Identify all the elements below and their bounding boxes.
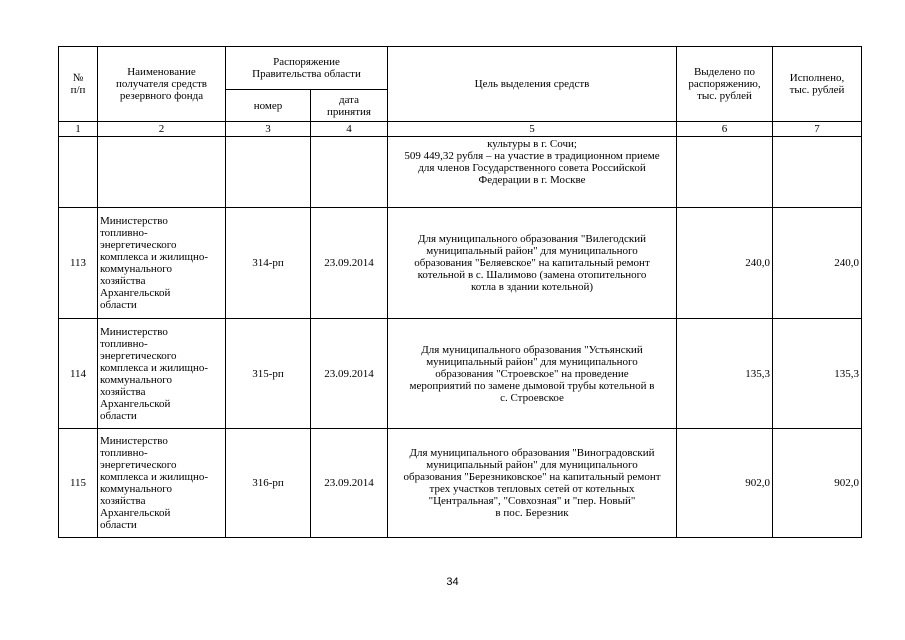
row-recipient: Министерство топливно- энергетического комплекса и жилищно- коммунального хозяйства Архангельской области [98,429,226,538]
row-purpose: Для муниципального образования "Устьянский муниципальный район" для муниципального образования "Строевское" на проведение мероприятий по замене дымовой трубы котельной в с. Строевское [388,319,677,429]
table-row [59,319,862,429]
row-allocated: 135,3 [677,319,773,429]
row-recipient: Министерство топливно- энергетического комплекса и жилищно- коммунального хозяйства Архангельской области [98,208,226,319]
row-executed: 902,0 [773,429,862,538]
row-order-date: 23.09.2014 [311,429,388,538]
row-allocated: 240,0 [677,208,773,319]
column-number: 2 [98,122,226,137]
header-recipient: Наименование получателя средств резервного фонда [98,47,226,122]
column-number: 4 [311,122,388,137]
row-num: 114 [59,319,98,429]
row-order-date: 23.09.2014 [311,319,388,429]
row-order-number: 316-рп [226,429,311,538]
row-order-date: 23.09.2014 [311,208,388,319]
header-order: Распоряжение Правительства области [226,47,388,90]
header-order-number: номер [226,90,311,122]
column-number: 7 [773,122,862,137]
header-order-date: дата принятия [311,90,388,122]
table-row [59,208,862,319]
row-purpose: Для муниципального образования "Виноградовский муниципальный район" для муниципального образования "Березниковское" на капитальный ремонт трех участков тепловых сетей от котельных "Центральная", "Совхозная" и "пер. Новый" в пос. Березник [388,429,677,538]
column-numbers-row [59,122,862,137]
header-executed: Исполнено, тыс. рублей [773,47,862,122]
header-num: № п/п [59,47,98,122]
row-order-number: 314-рп [226,208,311,319]
row-purpose: Для муниципального образования "Вилегодский муниципальный район" для муниципального образования "Беляевское" на капитальный ремонт котельной в с. Шалимово (замена отопительного котла в здании котельной) [388,208,677,319]
row-executed: 135,3 [773,319,862,429]
row-num: 115 [59,429,98,538]
header-row [59,47,862,90]
row-num: 113 [59,208,98,319]
header-purpose: Цель выделения средств [388,47,677,122]
column-number: 3 [226,122,311,137]
column-number: 6 [677,122,773,137]
row-order-number: 315-рп [226,319,311,429]
column-number: 1 [59,122,98,137]
row-recipient: Министерство топливно- энергетического комплекса и жилищно- коммунального хозяйства Архангельской области [98,319,226,429]
reserve-fund-table [58,46,862,538]
continuation-row [59,137,862,208]
header-allocated: Выделено по распоряжению, тыс. рублей [677,47,773,122]
table-row [59,429,862,538]
continuation-purpose: культуры в г. Сочи; 509 449,32 рубля – на участие в традиционном приеме для членов Государственного совета Российской Федерации в г. Москве [388,137,677,208]
row-executed: 240,0 [773,208,862,319]
page-number: 34 [446,576,459,588]
column-number: 5 [388,122,677,137]
row-allocated: 902,0 [677,429,773,538]
